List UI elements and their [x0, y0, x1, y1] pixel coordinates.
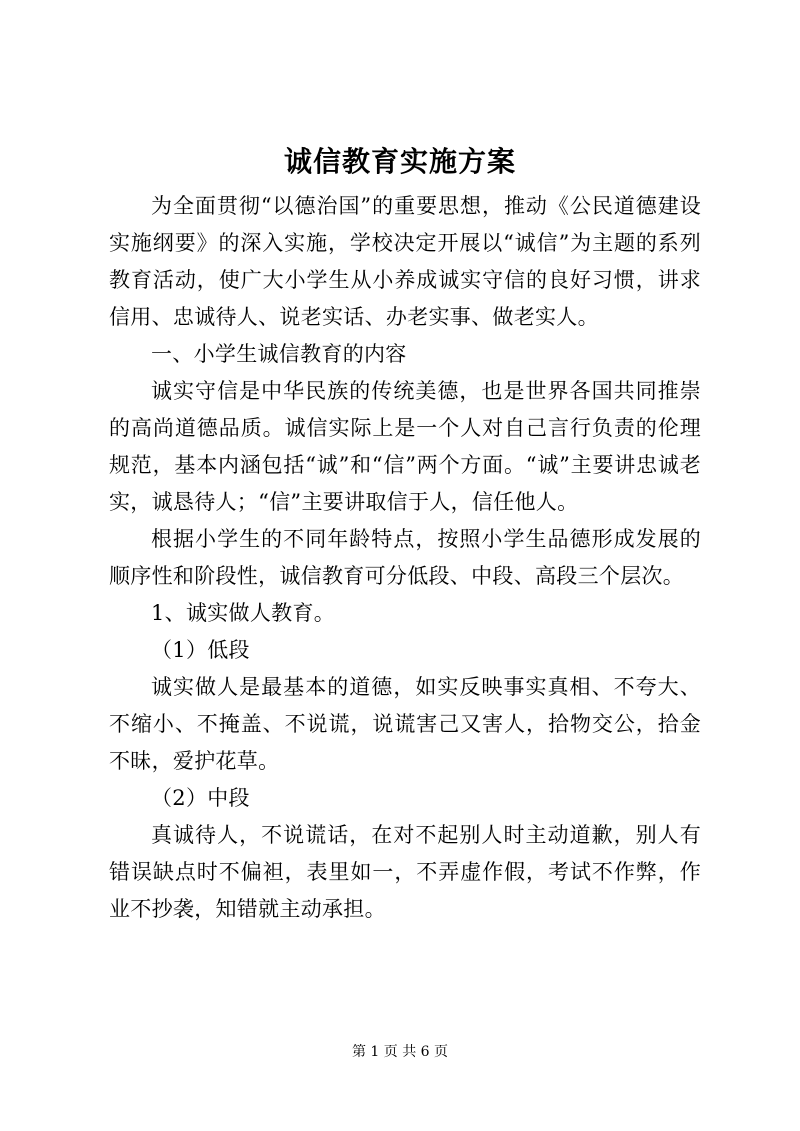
level-heading-low: （1）低段 — [151, 638, 250, 662]
section-heading-content: 一、小学生诚信教育的内容 — [151, 342, 407, 366]
subsection-heading-honest-person: 1、诚实做人教育。 — [151, 601, 336, 625]
intro-paragraph: 为全面贯彻“以德治国”的重要思想，推动《公民道德建设实施纲要》的深入实施，学校决定开展以“诚信”为主题的系列教育活动，使广大小学生从小养成诚实守信的良好习惯，讲求信用、忠诚待人、说老实话、办老实事、做老实人。 — [109, 194, 701, 329]
levels-paragraph: 根据小学生的不同年龄特点，按照小学生品德形成发展的顺序性和阶段性，诚信教育可分低段、中段、高段三个层次。 — [109, 527, 701, 588]
content-paragraph: 诚实守信是中华民族的传统美德，也是世界各国共同推崇的高尚道德品质。诚信实际上是一个人对自己言行负责的伦理规范，基本内涵包括“诚”和“信”两个方面。“诚”主要讲忠诚老实，诚恳待人；“信”主要讲取信于人，信任他人。 — [109, 379, 701, 514]
document-title: 诚信教育实施方案 — [283, 145, 516, 178]
level-heading-middle: （2）中段 — [151, 786, 250, 810]
page-number-footer: 第 1 页 共 6 页 — [351, 1044, 449, 1060]
middle-level-paragraph: 真诚待人，不说谎话，在对不起别人时主动道歉，别人有错误缺点时不偏袒，表里如一，不弄虚作假，考试不作弊，作业不抄袭，知错就主动承担。 — [109, 823, 701, 921]
low-level-paragraph: 诚实做人是最基本的道德，如实反映事实真相、不夸大、不缩小、不掩盖、不说谎，说谎害己又害人，拾物交公，拾金不昧，爱护花草。 — [109, 675, 701, 773]
document-body — [109, 188, 701, 928]
